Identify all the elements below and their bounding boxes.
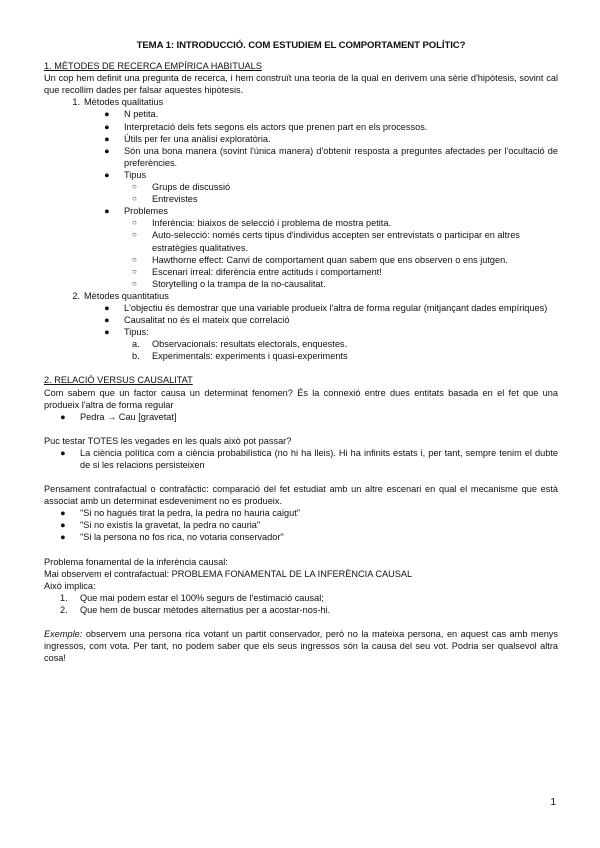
paragraph-example	[44, 628, 558, 664]
paragraph-test: Puc testar TOTES les vegades en les quals això pot passar?	[44, 435, 292, 446]
bullet-icon: ●	[60, 520, 66, 531]
bullet-icon: ●	[60, 532, 66, 543]
document-page	[44, 40, 558, 664]
list-item-problemes: ● Problemes	[104, 206, 168, 217]
list-item-tipus: ● Tipus:	[104, 327, 149, 338]
list-item: ● "Si no existís la gravetat, la pedra no cauria"	[60, 520, 261, 531]
list-item: ● Útils per fer una anàlisi exploratòria.	[104, 133, 271, 144]
bullet-icon: ●	[104, 206, 110, 217]
list-item-quantitative: 2. Mètodes quantitatius	[72, 290, 169, 301]
list-item: ● Pedra → Cau [gravetat]	[60, 411, 177, 422]
section-intro: Un cop hem definit una pregunta de recerca, i hem construït una teoria de la qual en derivem una sèrie d'hipòtesis, sovint cal que recollim dades per falsar aquestes hipòtesis.	[44, 73, 558, 96]
bullet-icon: ●	[60, 411, 66, 422]
section-heading-causality: 2. RELACIÓ VERSUS CAUSALITAT	[44, 375, 193, 386]
circle-bullet-icon: ○	[132, 182, 137, 192]
list-item: a. Observacionals: resultats electorals, enquestes.	[132, 339, 348, 350]
list-item: ○ Hawthorne effect: Canvi de comportament quan sabem que ens observen o ens jutgen.	[132, 254, 508, 265]
list-item: ● La ciència política com a ciència probabilística (no hi ha lleis). Hi ha infinits estats i, per tant, sempre tenim el dubte de si les relacions persisteixen	[60, 447, 558, 470]
example-text: observem una persona rica votant un partit conservador, però no la mateixa persona, en aquest cas amb menys ingressos, com vota. Per tant, no podem saber que els seus ingressos són la causa del seu vot. Podria ser qualsevol altra cosa!	[44, 629, 558, 664]
bullet-icon: ●	[104, 302, 110, 313]
section-heading-methods: 1. MÈTODES DE RECERCA EMPÍRICA HABITUALS	[44, 61, 262, 72]
list-item: b. Experimentals: experiments i quasi-experiments	[132, 351, 348, 362]
circle-bullet-icon: ○	[132, 194, 137, 204]
page-title: TEMA 1: INTRODUCCIÓ. COM ESTUDIEM EL COMPORTAMENT POLÍTIC?	[136, 40, 466, 51]
list-item: ● "Si no hagués tirat la pedra, la pedra no hauria caigut"	[60, 508, 301, 519]
bullet-icon: ●	[104, 121, 110, 132]
list-item: ● N petita.	[104, 109, 159, 120]
qualitative-bullets	[44, 108, 558, 289]
circle-bullet-icon: ○	[132, 278, 137, 288]
circle-bullet-icon: ○	[132, 266, 137, 276]
list-item: ● Causalitat no és el mateix que correlació	[104, 315, 290, 326]
list-item: ○ Auto-selecció: només certs tipus d'individus accepten ser entrevistats o participar en altres estratègies qualitatives.	[132, 230, 520, 253]
list-item: ○ Storytelling o la trampa de la no-causalitat.	[132, 278, 326, 289]
page-number: 1	[550, 797, 556, 808]
circle-bullet-icon: ○	[132, 230, 137, 240]
bullet-icon: ●	[104, 327, 110, 338]
list-item: ● "Si la persona no fos rica, no votaria conservador"	[60, 532, 284, 543]
bullet-icon: ●	[60, 508, 66, 519]
paragraph-counterfactual: Pensament contrafactual o contrafàctic: comparació del fet estudiat amb un altre escenari en qual el mecanisme que està associat amb un determinat esdeveniment no es produeix.	[44, 484, 558, 507]
spacer	[44, 544, 558, 556]
list-item: ○ Escenari irreal: diferència entre actituds i comportament!	[132, 266, 382, 277]
spacer	[44, 616, 558, 628]
list-item-qualitative: 1. Mètodes qualitatius	[72, 97, 164, 108]
list-item-tipus: ● Tipus	[104, 169, 147, 180]
bullet-icon: ●	[104, 133, 110, 144]
spacer	[44, 471, 558, 483]
circle-bullet-icon: ○	[132, 218, 137, 228]
spacer	[44, 423, 558, 435]
bullet-icon: ●	[104, 169, 110, 180]
list-item: ○ Inferència: biaixos de selecció i problema de mostra petita.	[132, 218, 392, 229]
paragraph-fundamental-problem: Problema fonamental de la inferència causal:	[44, 556, 228, 567]
paragraph-fundamental-problem-2: Mai observem el contrafactual: PROBLEMA FONAMENTAL DE LA INFERÈNCIA CAUSAL	[44, 568, 413, 579]
list-item: ○ Grups de discussió	[132, 182, 231, 193]
bullet-icon: ●	[104, 145, 110, 156]
paragraph-implies: Això implica:	[44, 580, 96, 591]
list-item: 2. Que hem de buscar mètodes alternatius per a acostar-nos-hi.	[60, 604, 331, 615]
list-item: 1. Que mai podem estar el 100% segurs de l'estimació causal;	[60, 592, 324, 603]
bullet-icon: ●	[60, 447, 66, 458]
quantitative-bullets	[44, 302, 558, 362]
list-item: ○ Entrevistes	[132, 194, 198, 205]
list-item: ● Són una bona manera (sovint l'única manera) d'obtenir resposta a preguntes afectades per l'ocultació de preferències.	[104, 145, 558, 168]
list-item: ● Interpretació dels fets segons els actors que prenen part en els processos.	[104, 121, 428, 132]
paragraph-causality: Com sabem que un factor causa un determinat fenomen? És la connexió entre dues entitats basada en el fet que una produeix l'altra de forma regular	[44, 387, 558, 410]
circle-bullet-icon: ○	[132, 254, 137, 264]
bullet-icon: ●	[104, 109, 110, 120]
list-item: ● L'objectiu és demostrar que una variable produeix l'altra de forma regular (mitjançant dades empíriques)	[104, 302, 548, 313]
example-label: Exemple:	[44, 629, 83, 640]
spacer	[44, 362, 558, 374]
bullet-icon: ●	[104, 315, 110, 326]
